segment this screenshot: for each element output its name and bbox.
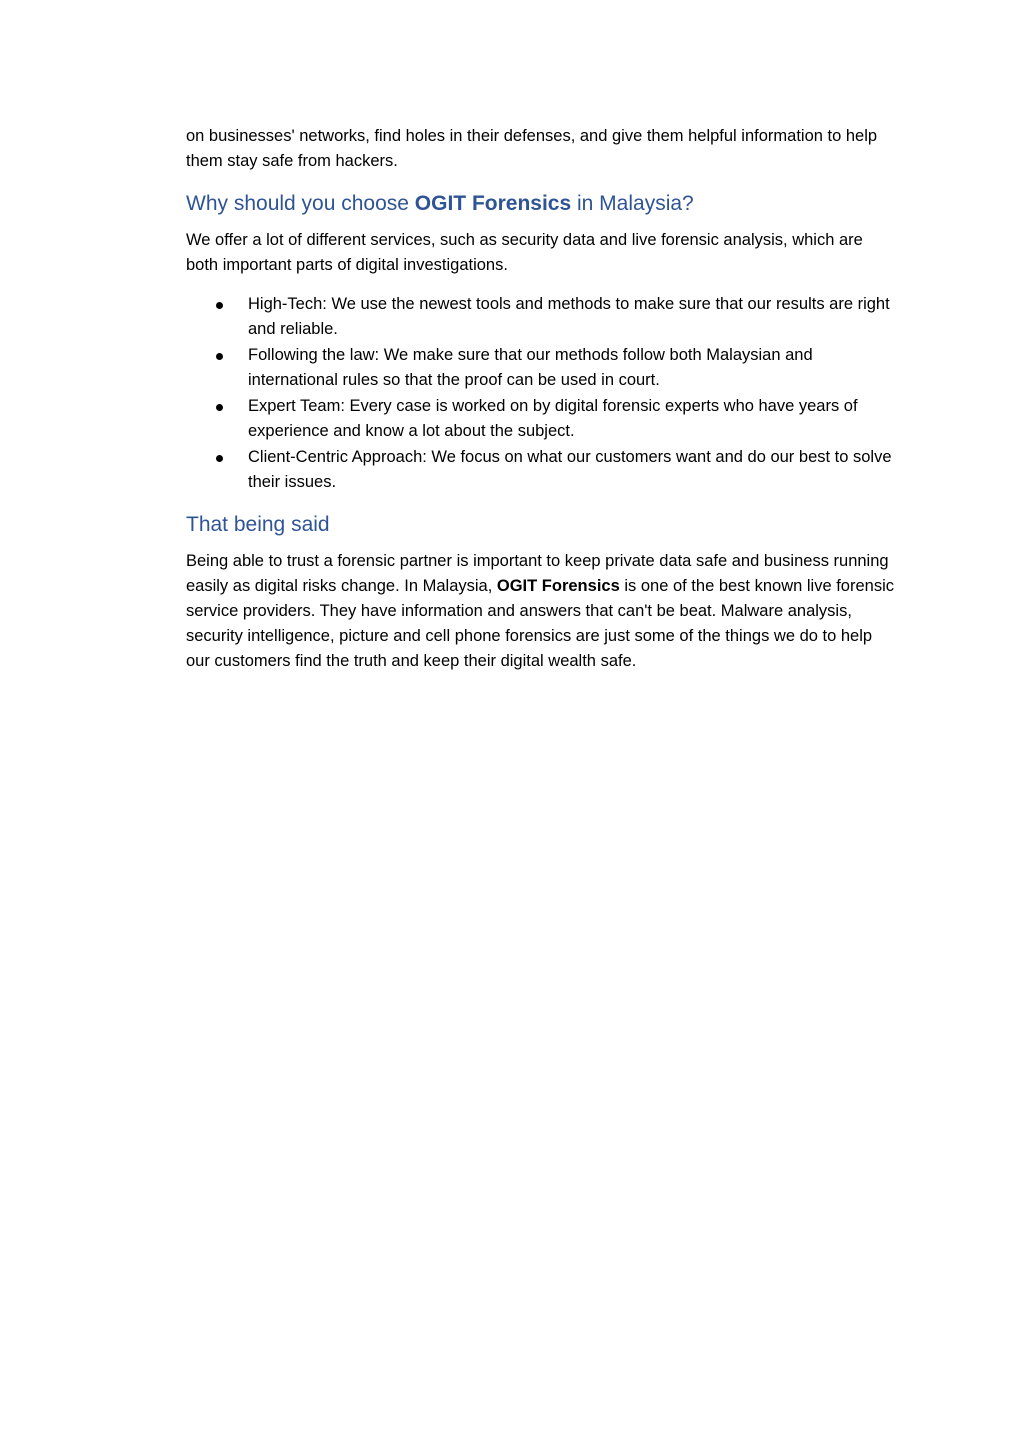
- section-heading-that-being-said: That being said: [186, 513, 330, 536]
- intro-paragraph: on businesses' networks, find holes in their defenses, and give them helpful information to help them stay safe from hackers.: [186, 127, 878, 170]
- conclusion-paragraph: [186, 549, 898, 674]
- services-paragraph: We offer a lot of different services, such as security data and live forensic analysis, which are both important parts of digital investigations.: [186, 231, 863, 274]
- list-item: [186, 343, 898, 393]
- bullet-icon: [216, 353, 223, 360]
- conclusion-text-pre: Being able to trust a forensic partner is important to keep private data safe and business running easily as digital risks change. In Malaysia,: [186, 552, 889, 595]
- bullet-icon: [216, 455, 223, 462]
- heading-text-pre: Why should you choose: [186, 192, 415, 215]
- conclusion-text-post: is one of the best known live forensic service providers. They have information and answers that can't be beat. Malware analysis, security intelligence, picture and cell phone forensics are just some of the things we do to help our customers find the truth and keep their digital wealth safe.: [186, 577, 894, 670]
- benefits-list: [186, 292, 898, 495]
- heading-brand-name: OGIT Forensics: [414, 192, 572, 215]
- list-item-text: High-Tech: We use the newest tools and methods to make sure that our results are right and reliable.: [248, 295, 890, 338]
- list-item: [186, 445, 898, 495]
- document-body: [186, 124, 898, 674]
- bullet-icon: [216, 302, 223, 309]
- section-heading-why-choose: [186, 190, 898, 218]
- list-item-text: Client-Centric Approach: We focus on what our customers want and do our best to solve their issues.: [248, 448, 892, 491]
- list-item: [186, 394, 898, 444]
- heading-text-post: in Malaysia?: [571, 192, 694, 215]
- list-item-text: Expert Team: Every case is worked on by digital forensic experts who have years of experience and know a lot about the subject.: [248, 397, 858, 440]
- bullet-icon: [216, 404, 223, 411]
- list-item-text: Following the law: We make sure that our methods follow both Malaysian and international rules so that the proof can be used in court.: [248, 346, 813, 389]
- list-item: [186, 292, 898, 342]
- conclusion-brand-name: OGIT Forensics: [496, 577, 620, 595]
